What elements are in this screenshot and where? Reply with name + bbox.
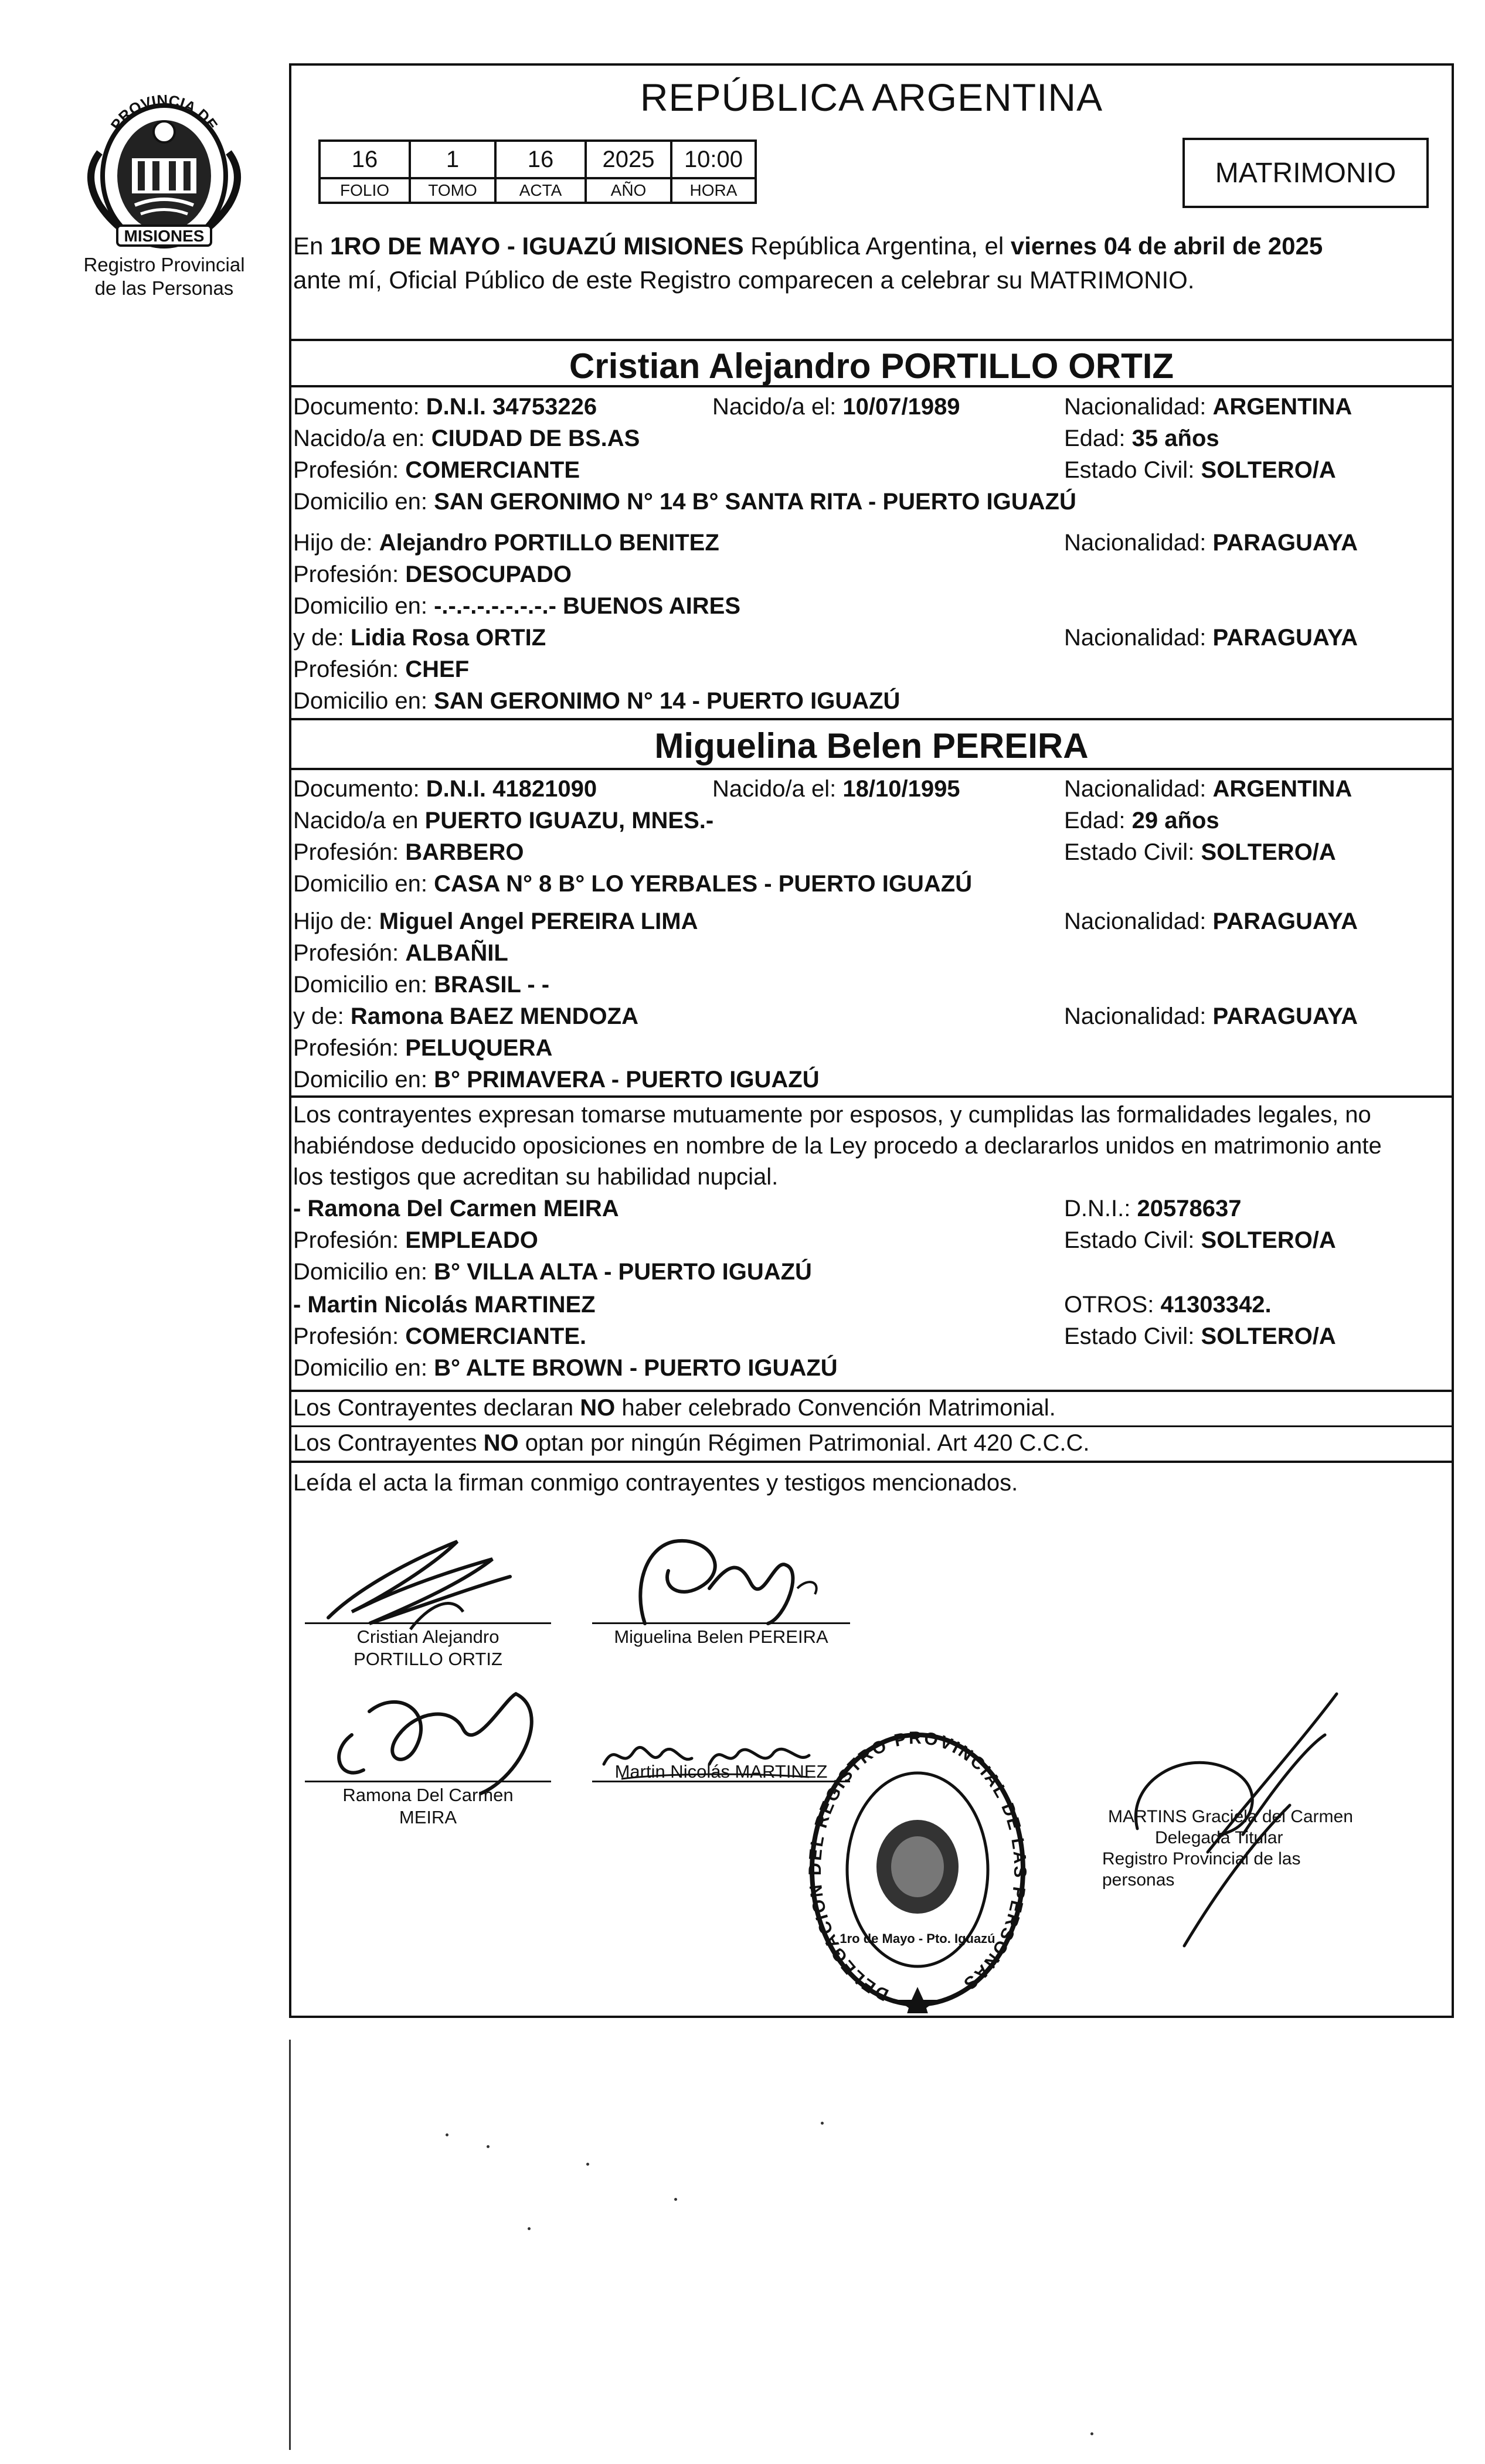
spouse2-born-date-label: Nacido/a el: <box>712 776 837 802</box>
divider-regime <box>289 1390 1454 1392</box>
regime-line1-c: haber celebrado Convención Matrimonial. <box>621 1395 1056 1421</box>
witness1-civil-value: SOLTERO/A <box>1201 1227 1336 1253</box>
declaration-line2: habiéndose deducido oposiciones en nombre de la Ley procedo a declararlos unidos en matrimonio ante <box>293 1133 1382 1159</box>
witness2-addr-label: Domicilio en: <box>293 1355 427 1381</box>
witness1-prof-value: EMPLEADO <box>405 1227 538 1253</box>
witness2-id <box>1064 1289 1272 1320</box>
spouse2-mother-nat-label: Nacionalidad: <box>1064 1003 1207 1029</box>
signature-name-spouse1-line1: Cristian Alejandro <box>356 1626 499 1647</box>
signature-name-witness1-line1: Ramona Del Carmen <box>342 1785 514 1805</box>
witness2-addr-value: B° ALTE BROWN - PUERTO IGUAZÚ <box>434 1355 838 1381</box>
spouse2-born-place <box>293 805 713 836</box>
spouse2-father-nat <box>1064 906 1358 937</box>
spouse1-mother-addr-value: SAN GERONIMO N° 14 - PUERTO IGUAZÚ <box>434 688 900 714</box>
spouse2-name: Miguelina Belen PEREIRA <box>654 726 1089 765</box>
spouse1-father-label: Hijo de: <box>293 530 373 556</box>
regime-line2-c: optan por ningún Régimen Patrimonial. Art 420 C.C.C. <box>525 1430 1090 1456</box>
spouse2-born-date <box>712 774 960 804</box>
closing-text: Leída el acta la firman conmigo contrayentes y testigos mencionados. <box>293 1470 1018 1496</box>
witness2-id-value: 41303342. <box>1160 1292 1272 1318</box>
spouse1-mother-label: y de: <box>293 625 344 651</box>
speck <box>487 2145 490 2148</box>
hour-label: HORA <box>671 178 756 203</box>
spouse2-doc <box>293 774 597 804</box>
acta-label: ACTA <box>495 178 586 203</box>
tomo-label: TOMO <box>410 178 495 203</box>
spouse1-address <box>293 486 1076 517</box>
spouse1-born-place-label: Nacido/a en: <box>293 426 425 451</box>
signature-line-spouse2 <box>592 1622 850 1624</box>
official-stamp-text <box>1102 1806 1360 1891</box>
spouse1-father-addr <box>293 591 740 621</box>
spouse2-mother-prof-value: PELUQUERA <box>405 1035 553 1061</box>
spouse2-father-addr <box>293 969 549 1000</box>
spouse2-father-label: Hijo de: <box>293 908 373 934</box>
signature-name-spouse2: Miguelina Belen PEREIRA <box>614 1626 828 1647</box>
regime-line2-no: NO <box>483 1430 519 1456</box>
spouse1-nationality <box>1064 392 1352 422</box>
spouse1-civil-value: SOLTERO/A <box>1201 457 1336 483</box>
spouse1-father-addr-value: -.-.-.-.-.-.-.-.- BUENOS AIRES <box>434 593 741 619</box>
spouse1-mother-addr <box>293 686 900 716</box>
province-coat-of-arms-icon <box>76 88 252 258</box>
spouse2-father-value: Miguel Angel PEREIRA LIMA <box>379 908 698 934</box>
intro-line1 <box>293 230 1323 263</box>
spouse2-mother-label: y de: <box>293 1003 344 1029</box>
witness2-name <box>293 1289 596 1320</box>
spouse2-father-prof-label: Profesión: <box>293 940 399 966</box>
spouse1-mother-prof-label: Profesión: <box>293 656 399 682</box>
emblem-caption <box>59 253 270 300</box>
divider-regime-inner <box>289 1425 1454 1427</box>
year-label: AÑO <box>586 178 671 203</box>
spouse2-mother-value: Ramona BAEZ MENDOZA <box>350 1003 638 1029</box>
spouse2-nat-value: ARGENTINA <box>1212 776 1353 802</box>
witness1-name-value: - Ramona Del Carmen MEIRA <box>293 1196 619 1221</box>
divider-closing <box>289 1461 1454 1463</box>
spouse1-nat-label: Nacionalidad: <box>1064 394 1207 420</box>
spouse2-civil-label: Estado Civil: <box>1064 839 1195 865</box>
spouse1-civil <box>1064 455 1336 485</box>
spouse1-doc-value: D.N.I. 34753226 <box>426 394 597 420</box>
speck <box>674 2198 677 2201</box>
signature-name-spouse1 <box>305 1626 551 1670</box>
spouse2-father-addr-value: BRASIL - - <box>434 972 550 998</box>
signature-line-witness1 <box>305 1781 551 1782</box>
spouse1-name: Cristian Alejandro PORTILLO ORTIZ <box>569 346 1174 386</box>
spouse1-father-prof-label: Profesión: <box>293 561 399 587</box>
spouse2-father-nat-value: PARAGUAYA <box>1212 908 1358 934</box>
emblem-banner-text: MISIONES <box>124 227 205 245</box>
witness1-civil <box>1064 1225 1336 1255</box>
spouse2-profession <box>293 837 524 867</box>
spouse2-prof-label: Profesión: <box>293 839 399 865</box>
intro-place: 1RO DE MAYO - IGUAZÚ MISIONES <box>330 232 744 260</box>
emblem-arc-top-text: PROVINCIA DE <box>107 91 222 134</box>
divider-header <box>289 339 1454 341</box>
spouse1-mother <box>293 622 546 653</box>
margin-rule <box>289 2040 291 2450</box>
spouse2-addr-label: Domicilio en: <box>293 871 427 897</box>
page-title: REPÚBLICA ARGENTINA <box>640 76 1103 119</box>
spouse1-born-place-value: CIUDAD DE BS.AS <box>431 426 640 451</box>
witness1-addr-value: B° VILLA ALTA - PUERTO IGUAZÚ <box>434 1259 812 1285</box>
spouse1-profession <box>293 455 580 485</box>
spouse2-nat-label: Nacionalidad: <box>1064 776 1207 802</box>
spouse2-civil-value: SOLTERO/A <box>1201 839 1336 865</box>
spouse1-mother-value: Lidia Rosa ORTIZ <box>350 625 546 651</box>
spouse1-age <box>1064 423 1219 454</box>
witness1-name <box>293 1193 619 1224</box>
spouse1-father-nat <box>1064 527 1358 558</box>
spouse1-age-value: 35 años <box>1131 426 1219 451</box>
spouse2-prof-value: BARBERO <box>405 839 524 865</box>
spouse1-nat-value: ARGENTINA <box>1212 394 1353 420</box>
official-office: Registro Provincial de las personas <box>1102 1849 1301 1890</box>
emblem-caption-line2: de las Personas <box>94 277 234 299</box>
record-table <box>318 139 757 204</box>
witness1-address <box>293 1257 812 1287</box>
witness1-addr-label: Domicilio en: <box>293 1259 427 1285</box>
witness1-id <box>1064 1193 1241 1224</box>
spouse1-addr-label: Domicilio en: <box>293 489 427 515</box>
official-name: MARTINS Graciela del Carmen <box>1108 1807 1353 1826</box>
speck <box>528 2227 531 2230</box>
speck <box>1090 2432 1093 2435</box>
spouse1-doc-label: Documento: <box>293 394 420 420</box>
witness2-civil-label: Estado Civil: <box>1064 1323 1195 1349</box>
spouse2-mother-addr-value: B° PRIMAVERA - PUERTO IGUAZÚ <box>434 1067 820 1093</box>
spouse2-mother-nat <box>1064 1001 1358 1032</box>
spouse1-mother-prof <box>293 654 469 685</box>
spouse1-mother-nat-value: PARAGUAYA <box>1212 625 1358 651</box>
spouse1-father-nat-value: PARAGUAYA <box>1212 530 1358 556</box>
spouse1-mother-nat-label: Nacionalidad: <box>1064 625 1207 651</box>
act-type-box: MATRIMONIO <box>1182 138 1429 208</box>
spouse2-doc-label: Documento: <box>293 776 420 802</box>
spouse1-prof-value: COMERCIANTE <box>405 457 580 483</box>
regime-line2 <box>293 1428 1090 1458</box>
witness2-id-label: OTROS: <box>1064 1292 1154 1318</box>
spouse1-born-date-value: 10/07/1989 <box>842 394 960 420</box>
spouse2-age-label: Edad: <box>1064 808 1126 833</box>
intro-date: viernes 04 de abril de 2025 <box>1010 232 1323 260</box>
spouse2-mother-addr <box>293 1064 820 1095</box>
witness2-prof-label: Profesión: <box>293 1323 399 1349</box>
spouse2-age <box>1064 805 1219 836</box>
spouse1-mother-prof-value: CHEF <box>405 656 470 682</box>
acta-value: 16 <box>495 141 586 178</box>
intro-mid: República Argentina, el <box>750 232 1004 260</box>
spouse2-nationality <box>1064 774 1352 804</box>
regime-line1-no: NO <box>580 1395 616 1421</box>
spouse1-father-prof-value: DESOCUPADO <box>405 561 572 587</box>
folio-label: FOLIO <box>320 178 410 203</box>
divider-spouse2 <box>289 718 1454 720</box>
intro-en: En <box>293 232 324 260</box>
spouse2-age-value: 29 años <box>1131 808 1219 833</box>
declaration-paragraph <box>293 1100 1451 1193</box>
witness2-prof-value: COMERCIANTE. <box>405 1323 587 1349</box>
intro-line2: ante mí, Oficial Público de este Registro comparecen a celebrar su MATRIMONIO. <box>293 266 1195 294</box>
spouse1-age-label: Edad: <box>1064 426 1126 451</box>
spouse1-born-date <box>712 392 960 422</box>
signature-name-witness1-line2: MEIRA <box>399 1807 457 1827</box>
hour-value: 10:00 <box>671 141 756 178</box>
spouse1-civil-label: Estado Civil: <box>1064 457 1195 483</box>
witness2-civil <box>1064 1321 1336 1352</box>
signature-line-spouse1 <box>305 1622 551 1624</box>
spouse2-mother-addr-label: Domicilio en: <box>293 1067 427 1093</box>
spouse1-mother-nat <box>1064 622 1358 653</box>
witness1-id-value: 20578637 <box>1137 1196 1242 1221</box>
official-title: Delegada Titular <box>1155 1828 1283 1847</box>
spouse2-addr-value: CASA N° 8 B° LO YERBALES - PUERTO IGUAZÚ <box>434 871 973 897</box>
signature-name-witness1 <box>305 1784 551 1829</box>
spouse2-mother <box>293 1001 638 1032</box>
spouse1-addr-value: SAN GERONIMO N° 14 B° SANTA RITA - PUERTO IGUAZÚ <box>434 489 1076 515</box>
signature-name-witness2: Martin Nicolás MARTINEZ <box>614 1761 828 1782</box>
declaration-line1: Los contrayentes expresan tomarse mutuamente por esposos, y cumplidas las formalidades legales, no <box>293 1102 1371 1128</box>
folio-value: 16 <box>320 141 410 178</box>
spouse2-mother-prof <box>293 1033 552 1063</box>
witness1-profession <box>293 1225 538 1255</box>
emblem-caption-line1: Registro Provincial <box>83 254 245 275</box>
spouse2-father-nat-label: Nacionalidad: <box>1064 908 1207 934</box>
divider-declaration <box>289 1095 1454 1098</box>
regime-line2-a: Los Contrayentes <box>293 1430 477 1456</box>
speck <box>586 2163 589 2166</box>
spouse1-father-addr-label: Domicilio en: <box>293 593 427 619</box>
spouse1-father <box>293 527 719 558</box>
spouse1-doc <box>293 392 597 422</box>
witness2-profession <box>293 1321 586 1352</box>
spouse2-father-prof-value: ALBAÑIL <box>405 940 508 966</box>
spouse1-father-nat-label: Nacionalidad: <box>1064 530 1207 556</box>
regime-line1-a: Los Contrayentes declaran <box>293 1395 574 1421</box>
seal-inner-text: 1ro de Mayo - Pto. Iguazú <box>840 1931 995 1946</box>
tomo-value: 1 <box>410 141 495 178</box>
seal-ring-text: DELEGACION DEL REGISTRO PROVINCIAL DE LAS PERSONAS <box>805 1728 1030 2004</box>
signature-name-spouse1-line2: PORTILLO ORTIZ <box>354 1649 502 1669</box>
declaration-line3: los testigos que acreditan su habilidad nupcial. <box>293 1164 779 1190</box>
speck <box>821 2122 824 2125</box>
divider-spouse2-title <box>289 768 1454 770</box>
spouse2-father <box>293 906 698 937</box>
witness2-civil-value: SOLTERO/A <box>1201 1323 1336 1349</box>
spouse2-father-addr-label: Domicilio en: <box>293 972 427 998</box>
spouse2-born-place-label: Nacido/a en <box>293 808 419 833</box>
spouse1-mother-addr-label: Domicilio en: <box>293 688 427 714</box>
witness2-address <box>293 1353 838 1383</box>
spouse2-civil <box>1064 837 1336 867</box>
regime-line1 <box>293 1393 1056 1423</box>
spouse2-mother-nat-value: PARAGUAYA <box>1212 1003 1358 1029</box>
witness1-prof-label: Profesión: <box>293 1227 399 1253</box>
spouse2-father-prof <box>293 938 508 968</box>
year-value: 2025 <box>586 141 671 178</box>
spouse2-doc-value: D.N.I. 41821090 <box>426 776 597 802</box>
spouse2-born-place-value: PUERTO IGUAZU, MNES.- <box>424 808 714 833</box>
spouse2-born-date-value: 18/10/1995 <box>842 776 960 802</box>
spouse1-father-value: Alejandro PORTILLO BENITEZ <box>379 530 719 556</box>
witness1-id-label: D.N.I.: <box>1064 1196 1131 1221</box>
spouse1-prof-label: Profesión: <box>293 457 399 483</box>
spouse1-father-prof <box>293 559 572 590</box>
spouse2-mother-prof-label: Profesión: <box>293 1035 399 1061</box>
spouse1-born-place <box>293 423 640 454</box>
spouse2-address <box>293 869 972 899</box>
witness2-name-value: - Martin Nicolás MARTINEZ <box>293 1292 596 1318</box>
witness1-civil-label: Estado Civil: <box>1064 1227 1195 1253</box>
spouse1-born-date-label: Nacido/a el: <box>712 394 837 420</box>
speck <box>446 2133 448 2136</box>
registry-seal-icon <box>803 1720 1032 2013</box>
